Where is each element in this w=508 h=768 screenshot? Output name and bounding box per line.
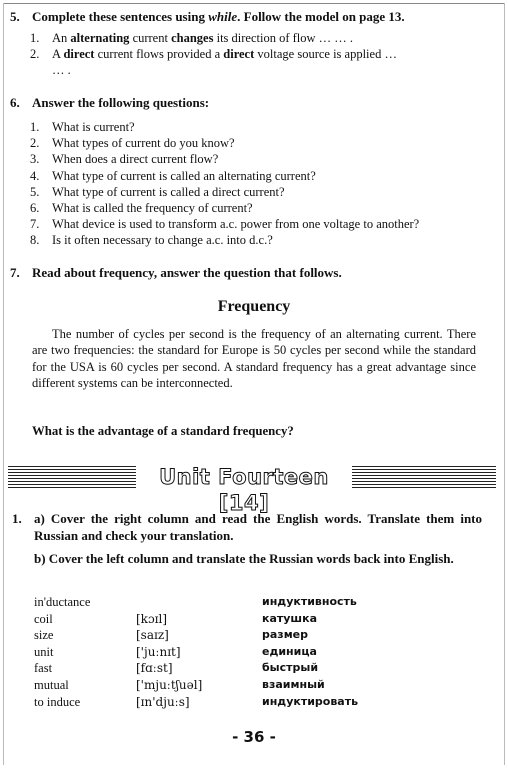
- sentence-continuation: … .: [52, 63, 71, 78]
- reading-title: Frequency: [217, 298, 291, 315]
- vocab-row: unit ['juːnɪt] единица: [34, 644, 317, 659]
- reading-paragraph: The number of cycles per second is the frequency of an alternating current. There are two frequencies: the standard for Europe is 50 cycles per second while the standard for the USA is 60 cycles per second. A standard frequency has a great advantage since different systems can be interconnected.: [32, 327, 476, 391]
- sentence-item: 2. A direct current flows provided a direct voltage source is applied …: [30, 47, 397, 62]
- page-border-right: [504, 3, 505, 765]
- question-item: 1. What is current?: [30, 120, 135, 134]
- question-item: 6. What is called the frequency of current?: [30, 200, 253, 215]
- unit-banner: [8, 464, 496, 515]
- unit-exercise-1a: 1. a) Cover the right column and read the English words. Translate them into Russian and check your translation.: [12, 511, 482, 543]
- exercise-6-questions: [30, 119, 419, 249]
- vocabulary-table: [34, 594, 474, 710]
- exercise-5-heading: [10, 9, 405, 25]
- question-item: 2. What types of current do you know?: [30, 136, 235, 151]
- page-border-top: [3, 3, 505, 4]
- vocab-row: to induce [ɪn'djuːs] индуктировать: [34, 694, 359, 709]
- vocab-row: fast [fɑːst] быстрый: [34, 661, 319, 676]
- exercise-instruction-part: . Follow the model on page 13.: [237, 9, 405, 24]
- exercise-number: 5.: [10, 9, 20, 24]
- reading-question: What is the advantage of a standard frequency?: [32, 424, 294, 438]
- vocab-row: in'ductance индуктивность: [34, 595, 357, 609]
- question-item: 7. What device is used to transform a.c. power from one voltage to another?: [30, 217, 420, 232]
- unit-exercise-1b: b) Cover the left column and translate the Russian words back into English.: [34, 551, 454, 566]
- vocab-row: size [saɪz] размер: [34, 628, 309, 643]
- vocab-row: mutual ['mjuːtʃuəl] взаимный: [34, 677, 325, 692]
- exercise-6-heading: 6. Answer the following questions:: [10, 95, 210, 110]
- vocab-row: coil [kɔɪl] катушка: [34, 611, 318, 626]
- page-number: - 36 -: [232, 728, 276, 746]
- exercise-7-heading: 7. Read about frequency, answer the question that follows.: [10, 265, 342, 280]
- sentence-item: 1. An alternating current changes its direction of flow … … .: [30, 31, 354, 45]
- question-item: 8. Is it often necessary to change a.c. into d.c.?: [30, 233, 273, 248]
- question-item: 5. What type of current is called a direct current?: [30, 184, 285, 199]
- exercise-5-list: [30, 30, 397, 79]
- question-item: 3. When does a direct current flow?: [30, 152, 219, 167]
- exercise-instruction-part: Complete these sentences using: [32, 9, 209, 24]
- question-item: 4. What type of current is called an alternating current?: [30, 168, 316, 183]
- page-border-left: [3, 3, 4, 765]
- exercise-keyword: while: [208, 9, 238, 24]
- unit-title: Unit Fourteen [14]: [136, 464, 352, 490]
